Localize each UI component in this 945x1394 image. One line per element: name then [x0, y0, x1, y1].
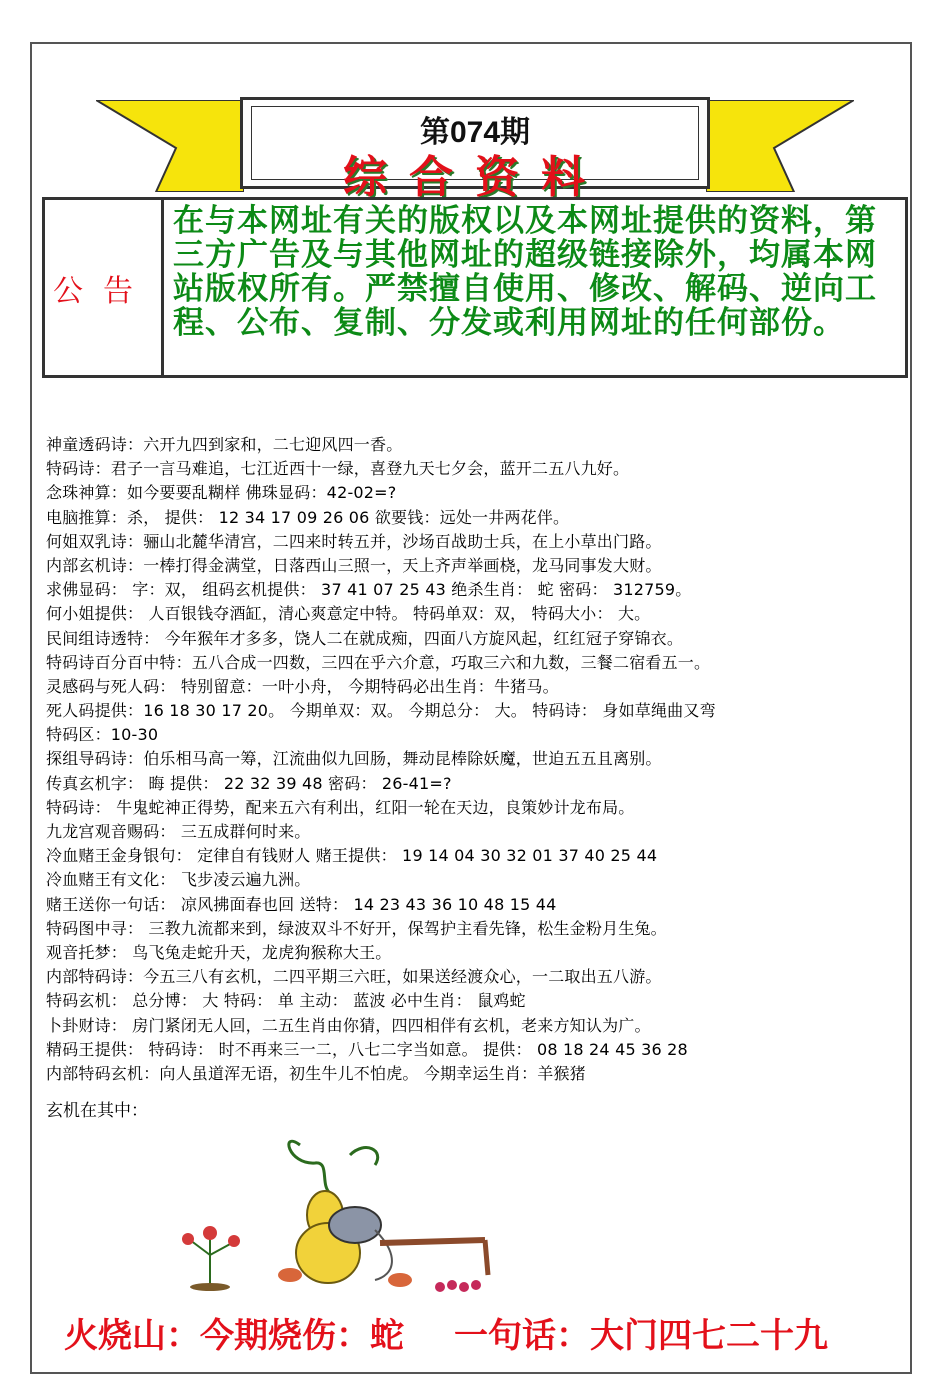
- content-line: 民间组诗透特： 今年猴年才多多，饶人二在就成痴，四面八方旋风起，红红冠子穿锦衣。: [46, 628, 684, 648]
- ribbon-right-decoration: [706, 100, 854, 192]
- content-line: 何姐双乳诗：骊山北麓华清宫，二四来时转五并，沙场百战助士兵，在上小草出门路。: [46, 531, 662, 551]
- header-inner-frame: [251, 106, 699, 203]
- content-line: 何小姐提供： 人百银钱夺酒缸，清心爽意定中特。 特码单双：双， 特码大小： 大。: [46, 604, 651, 624]
- ribbon-left-decoration: [96, 100, 244, 192]
- content-line: 赌王送你一句话： 凉风拂面春也回 送特： 14 23 43 36 10 48 15 44: [46, 894, 557, 914]
- header-banner: [240, 97, 710, 203]
- content-line: 特码诗百分百中特：五八合成一四数，三四在乎六介意，巧取三六和九数，三餐二宿看五一。: [46, 652, 711, 672]
- content-line: 特码诗：君子一言马难追，七江近西十一绿，喜登九天七夕会，蓝开二五八九好。: [46, 459, 630, 479]
- content-line: 观音托梦： 鸟飞兔走蛇升天，龙虎狗猴称大王。: [46, 942, 392, 962]
- content-line: 九龙宫观音赐码： 三五成群何时来。: [46, 822, 311, 841]
- content-line: 电脑推算：杀， 提供： 12 34 17 09 26 06 欲要钱：远处一井两花伴。: [46, 507, 570, 527]
- gourd-mouse-illustration: [170, 1135, 520, 1295]
- issue-number: 第074期: [419, 116, 531, 149]
- content-line: 灵感码与死人码： 特别留意：一叶小舟， 今期特码必出生肖：牛猪马。: [46, 676, 559, 696]
- content-line: 念珠神算：如今要要乱糊样 佛珠显码：42-02=?: [46, 483, 397, 503]
- content-line: 冷血赌王有文化： 飞步凌云遍九洲。: [46, 870, 311, 890]
- page-title: 综合资料: [343, 152, 607, 203]
- content-line: 死人码提供：16 18 30 17 20。 今期单双：双。 今期总分： 大。 特码诗： 身如草绳曲又弯: [46, 701, 716, 721]
- content-line: 内部特码诗：今五三八有玄机，二四平期三六旺，如果送经渡众心，一二取出五八游。: [46, 967, 662, 987]
- content-lines: [46, 433, 908, 1086]
- footer-right-text: 一句话：大门四七二十九: [454, 1316, 828, 1356]
- content-line: 特码诗： 牛鬼蛇神正得势，配来五六有利出，红阳一轮在天边，良策妙计龙布局。: [46, 797, 635, 817]
- content-line: 特码图中寻： 三教九流都来到，绿波双斗不好开，保驾护主看先锋，松生金粉月生兔。: [46, 918, 667, 938]
- hint-caption: 玄机在其中：: [46, 1101, 148, 1121]
- content-line: 精码王提供： 特码诗： 时不再来三一二，八七二字当如意。 提供： 08 18 24 45 36 28: [46, 1039, 688, 1059]
- content-line: 神童透码诗：六开九四到家和，二七迎风四一香。: [46, 435, 403, 454]
- content-line: 特码玄机： 总分博： 大 特码： 单 主动： 蓝波 必中生肖： 鼠鸡蛇: [46, 991, 526, 1011]
- footer-slogan: [64, 1308, 828, 1357]
- content-line: 内部玄机诗：一棒打得金满堂，日落西山三照一，天上齐声举画桡，龙马同事发大财。: [46, 555, 662, 575]
- content-line: 冷血赌王金身银句： 定律自有钱财人 赌王提供： 19 14 04 30 32 01 37 40 25 44: [46, 846, 658, 866]
- footer-left-text: 火烧山：今期烧伤：蛇: [64, 1316, 404, 1356]
- content-line: 内部特码玄机：向人虽道浑无语，初生牛儿不怕虎。 今期幸运生肖：羊猴猪: [46, 1063, 586, 1083]
- content-line: 探组导码诗：伯乐相马高一筹，江流曲似九回肠，舞动昆棒除妖魔，世迫五五且离别。: [46, 749, 662, 769]
- notice-label: 公告: [45, 200, 164, 375]
- content-line: 卜卦财诗： 房门紧闭无人回，二五生肖由你猜，四四相伴有玄机，老来方知认为广。: [46, 1015, 651, 1035]
- content-line: 特码区：10-30: [46, 725, 159, 745]
- notice-text: 在与本网址有关的版权以及本网址提供的资料，第三方广告及与其他网址的超级链接除外，均属本网站版权所有。严禁擅自使用、修改、解码、逆向工程、公布、复制、分发或利用网址的任何部份。: [173, 203, 877, 341]
- content-line: 求佛显码： 字：双， 组码玄机提供： 37 41 07 25 43 绝杀生肖： 蛇 密码： 312759。: [46, 580, 692, 600]
- content-line: 传真玄机字： 晦 提供： 22 32 39 48 密码： 26-41=?: [46, 773, 452, 793]
- notice-box: [42, 197, 908, 378]
